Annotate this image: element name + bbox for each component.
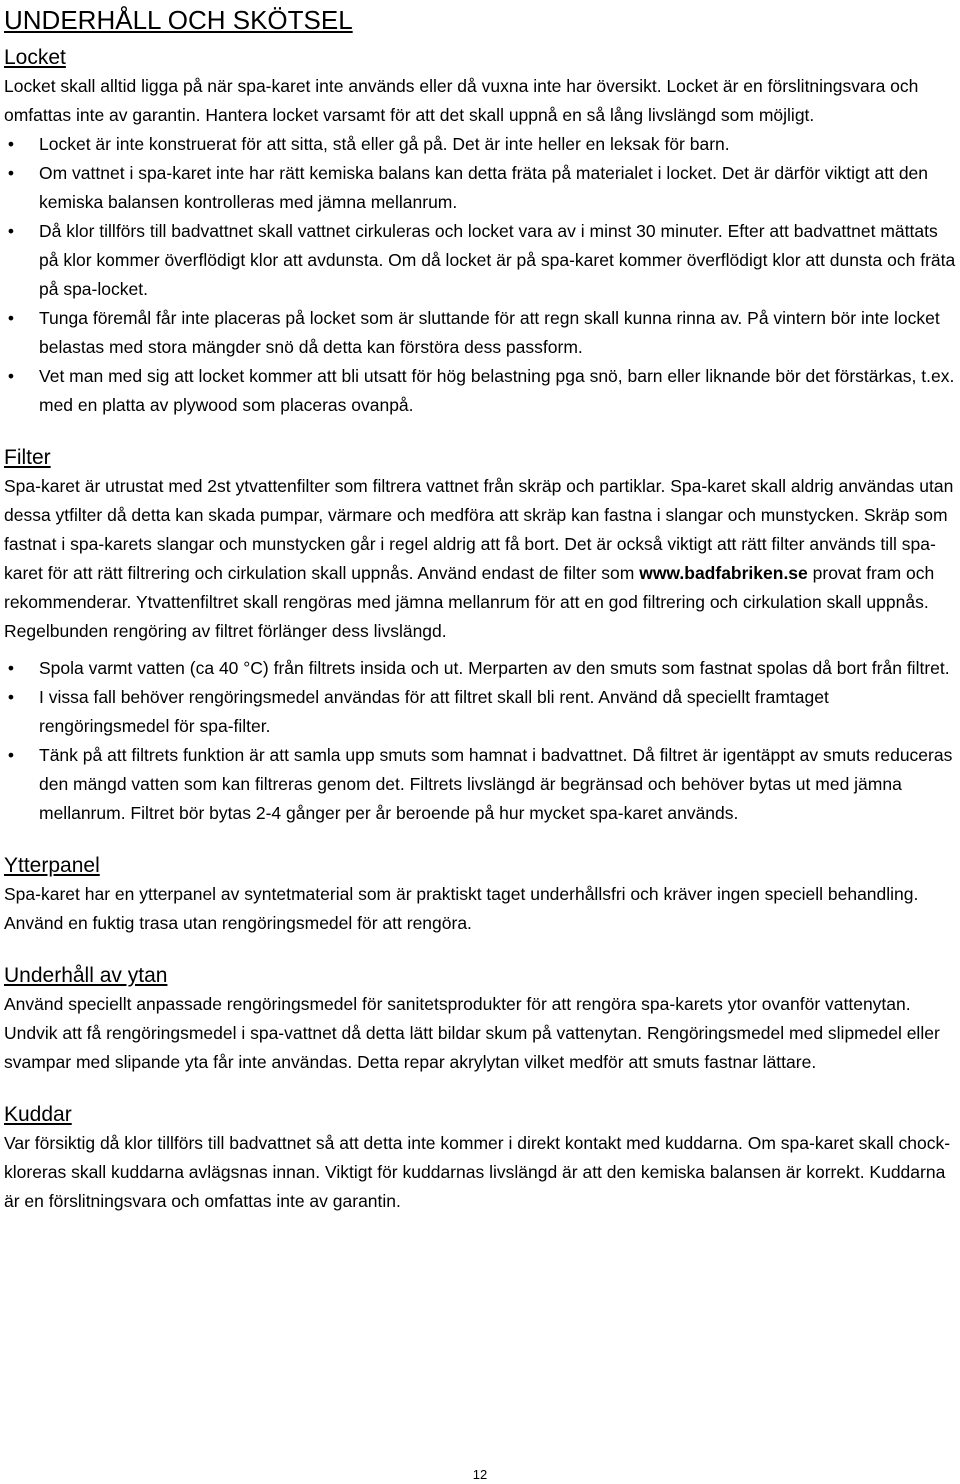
- ytterpanel-paragraph: Spa-karet har en ytterpanel av syntetmaterial som är praktiskt taget underhållsfri och kräver ingen speciell behandling. Använd en fuktig trasa utan rengöringsmedel för att rengöra.: [4, 884, 919, 933]
- list-item: [4, 741, 958, 828]
- section-heading-locket: Locket: [4, 46, 66, 69]
- document-page: [4, 0, 958, 1216]
- filter-paragraph: [4, 472, 958, 646]
- list-item: [4, 362, 958, 420]
- list-item: [4, 217, 958, 304]
- locket-paragraph: Locket skall alltid ligga på när spa-karet inte används eller då vuxna inte har översikt. Locket är en förslitningsvara och omfattas inte av garantin. Hantera locket varsamt för att det skall uppnå en så lång livslängd som möjligt.: [4, 76, 919, 125]
- filter-paragraph-text-continued: provat fram och rekommenderar. Ytvattenfiltret skall rengöras med jämna mellanrum för att en god filtrering och cirkulation skall uppnås. Regelbunden rengöring av filtret förlänger dess livslängd.: [4, 563, 935, 641]
- section-heading-ytterpanel: Ytterpanel: [4, 854, 100, 877]
- list-item-text: Då klor tillförs till badvattnet skall vattnet cirkuleras och locket vara av i minst 30 minuter. Efter att badvattnet mättats på klor kommer överflödigt klor att avdunsta. Om då locket är på spa-karet kommer överflödigt klor att dunsta och fräta på spa-locket.: [39, 221, 956, 299]
- section-locket: [4, 44, 958, 420]
- bullet-icon: •: [7, 134, 15, 154]
- bullet-icon: •: [7, 366, 15, 386]
- spacer: [4, 420, 958, 444]
- list-item-text: Om vattnet i spa-karet inte har rätt kemiska balans kan detta fräta på materialet i locket. Det är därför viktigt att den kemiska balansen kontrolleras med jämna mellanrum.: [39, 163, 929, 212]
- list-item: [4, 654, 958, 683]
- spacer: [4, 36, 958, 44]
- page-title: UNDERHÅLL OCH SKÖTSEL: [4, 5, 353, 35]
- list-item: [4, 683, 958, 741]
- section-heading-filter: Filter: [4, 446, 51, 469]
- section-kuddar: [4, 1101, 958, 1216]
- section-heading-kuddar: Kuddar: [4, 1103, 72, 1126]
- page-number: 12: [472, 1467, 488, 1482]
- list-item-text: Tunga föremål får inte placeras på locket som är sluttande för att regn skall kunna rinna av. På vintern bör inte locket belastas med stora mängder snö då detta kan förstöra dess passform.: [39, 308, 940, 357]
- filter-bullet-list: [4, 654, 958, 828]
- kuddar-paragraph: Var försiktig då klor tillförs till badvattnet så att detta inte kommer i direkt kontakt med kuddarna. Om spa-karet skall chock-kloreras skall kuddarna avlägsnas innan. Viktigt för kuddarnas livslängd är att den kemiska balansen är korrekt. Kuddarna är en förslitningsvara och omfattas inte av garantin.: [4, 1133, 951, 1211]
- list-item-text: Vet man med sig att locket kommer att bli utsatt för hög belastning pga snö, barn eller liknande bör det förstärkas, t.ex. med en platta av plywood som placeras ovanpå.: [39, 366, 955, 415]
- section-filter: [4, 444, 958, 828]
- list-item-text: Locket är inte konstruerat för att sitta, stå eller gå på. Det är inte heller en leksak för barn.: [39, 134, 730, 154]
- spacer: [4, 938, 958, 962]
- list-item-text: Tänk på att filtrets funktion är att samla upp smuts som hamnat i badvattnet. Då filtret är igentäppt av smuts reduceras den mängd vatten som kan filtreras genom det. Filtrets livslängd är begränsad och behöver bytas ut med jämna mellanrum. Filtret bör bytas 2-4 gånger per år beroende på hur mycket spa-karet används.: [39, 745, 953, 823]
- spacer: [4, 646, 958, 654]
- bullet-icon: •: [7, 221, 15, 241]
- locket-bullet-list: [4, 130, 958, 420]
- section-ytterpanel: [4, 852, 958, 938]
- list-item-text: Spola varmt vatten (ca 40 °C) från filtrets insida och ut. Merparten av den smuts som fastnat spolas då bort från filtret.: [39, 658, 950, 678]
- bullet-icon: •: [7, 745, 15, 765]
- section-heading-ytan: Underhåll av ytan: [4, 964, 168, 987]
- website-link[interactable]: www.badfabriken.se: [639, 563, 808, 583]
- list-item: [4, 159, 958, 217]
- spacer: [4, 1077, 958, 1101]
- ytan-paragraph: Använd speciellt anpassade rengöringsmedel för sanitetsprodukter för att rengöra spa-karets ytor ovanför vattenytan. Undvik att få rengöringsmedel i spa-vattnet då detta lätt bildar skum på vattenytan. Rengöringsmedel med slipmedel eller svampar med slipande yta får inte användas. Detta repar akrylytan vilket medför att smuts fastnar lättare.: [4, 994, 940, 1072]
- bullet-icon: •: [7, 308, 15, 328]
- list-item: [4, 304, 958, 362]
- spacer: [4, 828, 958, 852]
- bullet-icon: •: [7, 687, 15, 707]
- list-item-text: I vissa fall behöver rengöringsmedel användas för att filtret skall bli rent. Använd då speciellt framtaget rengöringsmedel för spa-filter.: [39, 687, 829, 736]
- filter-paragraph-text: Spa-karet är utrustat med 2st ytvattenfilter som filtrera vattnet från skräp och partiklar. Spa-karet skall aldrig användas utan dessa ytfilter då detta kan skada pumpar, värmare och medföra att skräp kan fastna i slangar och munstycken. Skräp som fastnat i spa-karets slangar och munstycken går i regel aldrig att få bort. Det är också viktigt att rätt filter används till spa-karet för att rätt filtrering och cirkulation skall uppnås. Använd endast de filter som: [4, 476, 954, 583]
- list-item: [4, 130, 958, 159]
- bullet-icon: •: [7, 658, 15, 678]
- section-underhall-av-ytan: [4, 962, 958, 1077]
- bullet-icon: •: [7, 163, 15, 183]
